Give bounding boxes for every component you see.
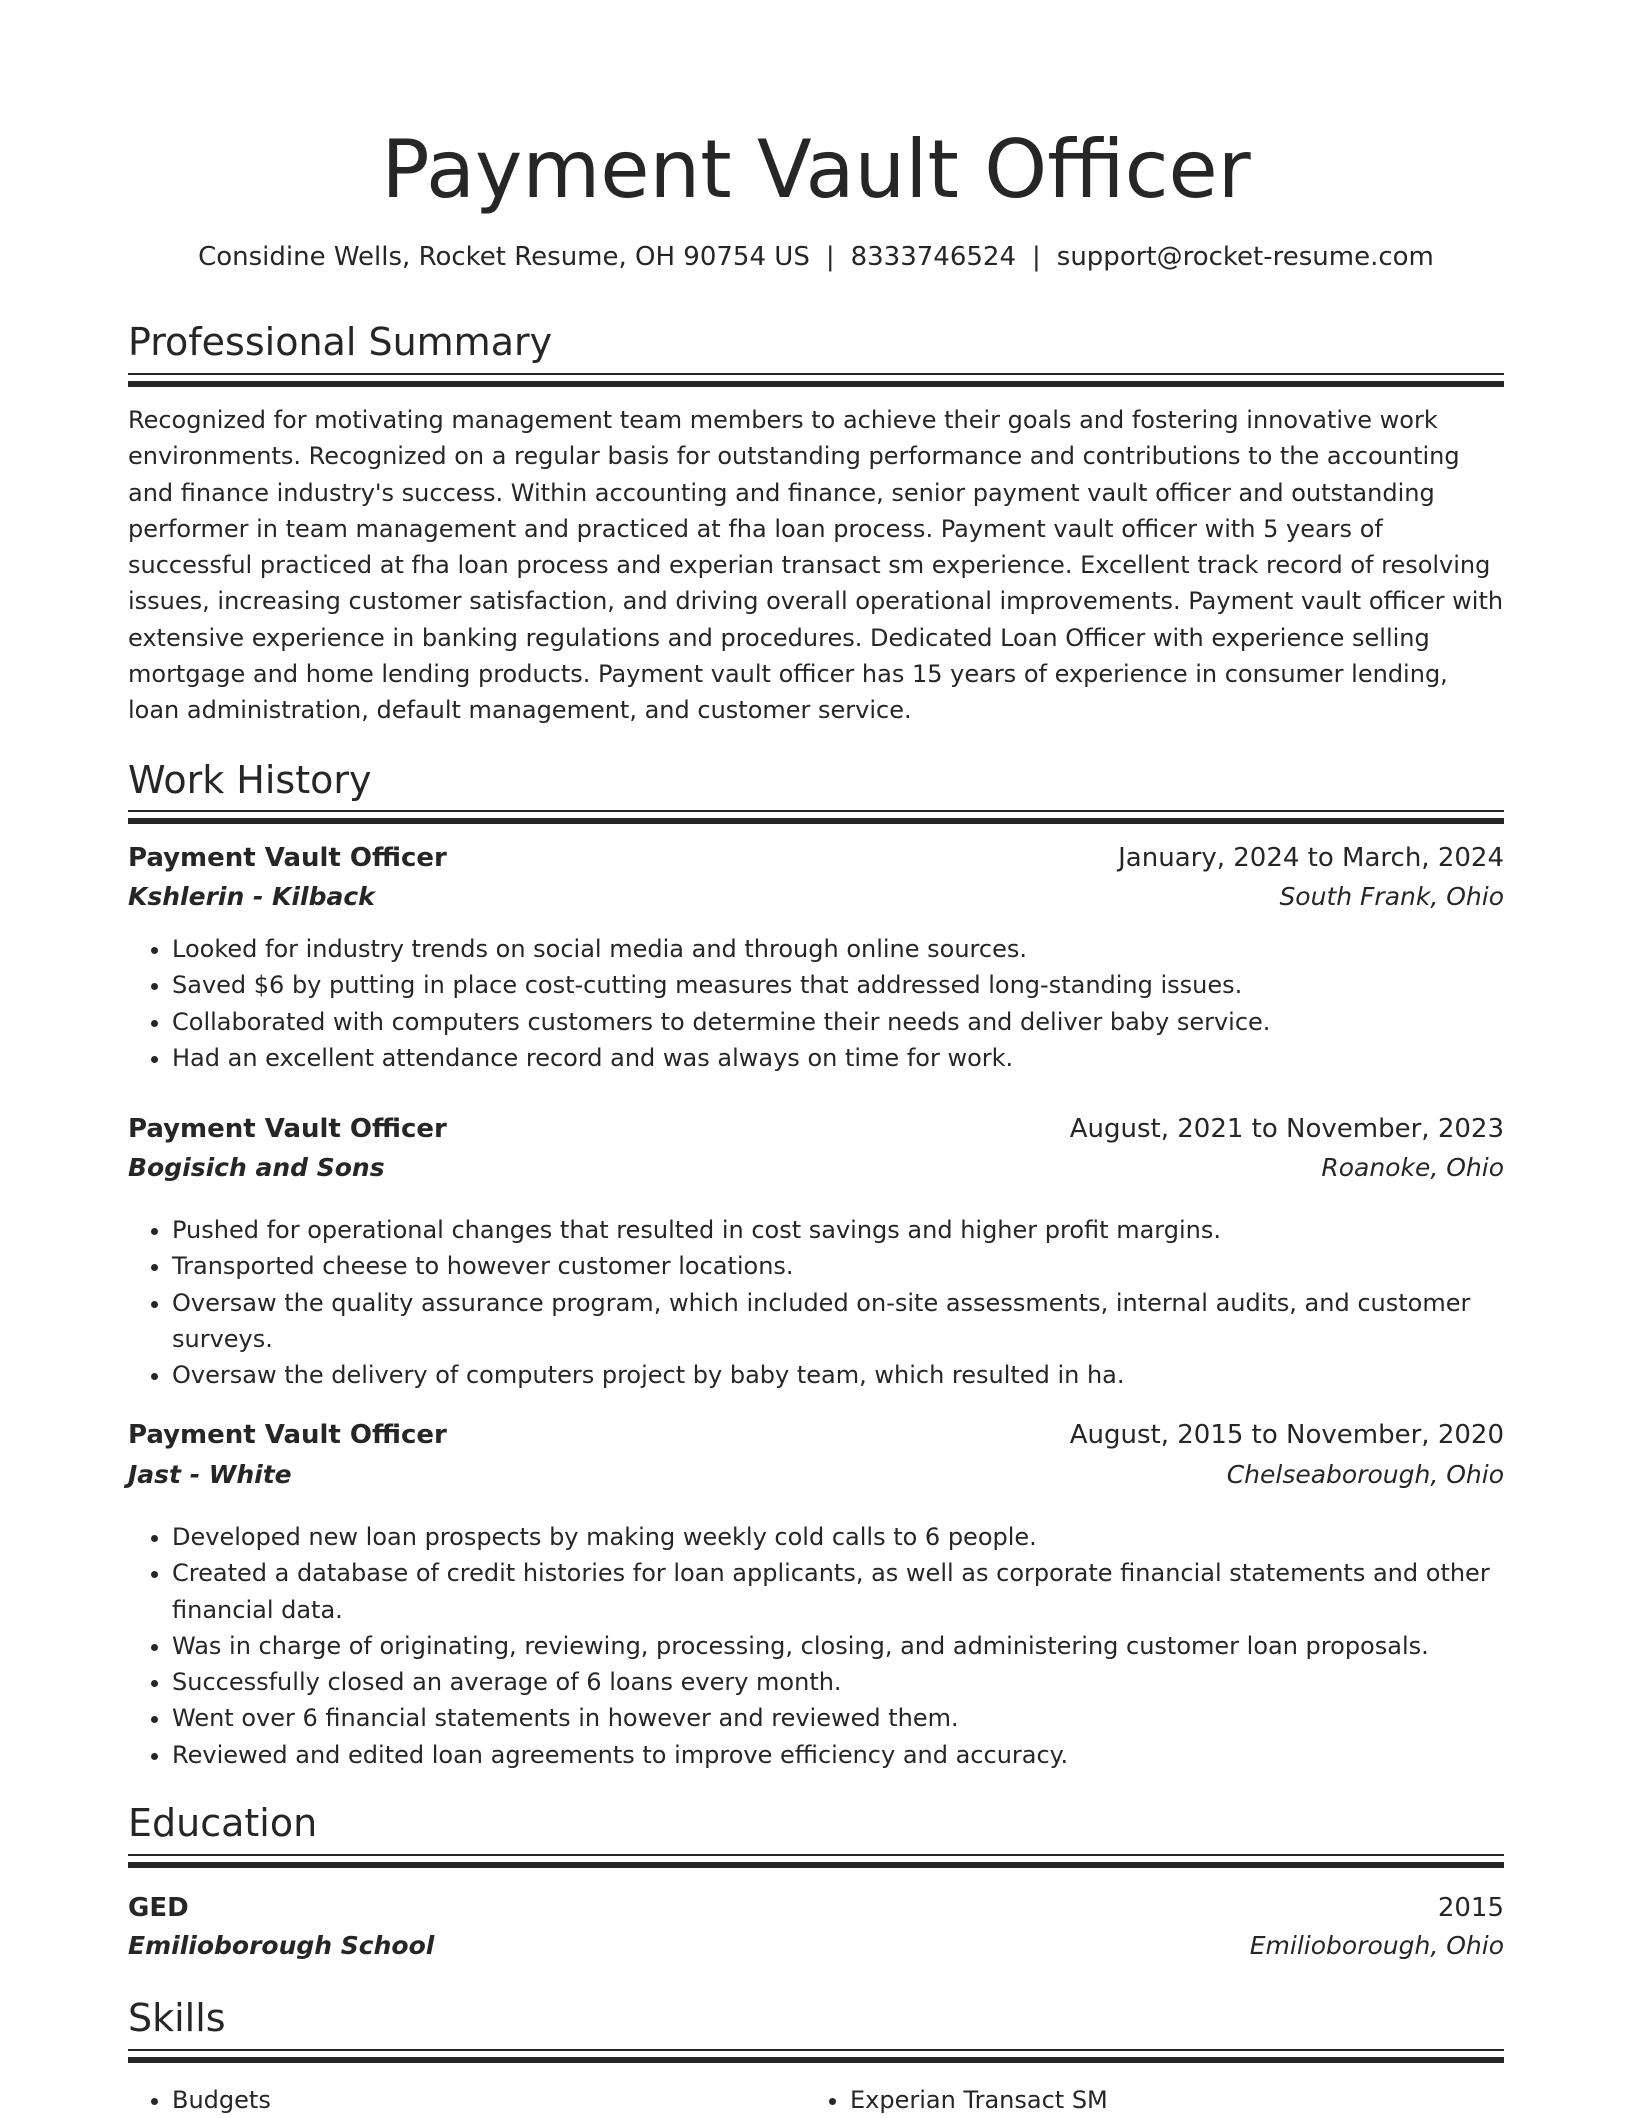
- list-item: • Oversaw the quality assurance program, which included on-site assessments, internal audits, and customer surveys.: [172, 1285, 1504, 1358]
- education-heading: Education: [128, 1801, 318, 1845]
- list-item: • Successfully closed an average of 6 loans every month.: [172, 1664, 1504, 1700]
- education-school: Emilioborough School: [128, 1931, 435, 1960]
- list-item: • Went over 6 financial statements in however and reviewed them.: [172, 1700, 1504, 1736]
- contact-email[interactable]: support@rocket-resume.com: [1056, 242, 1434, 272]
- education-school-row: [128, 1926, 1504, 1966]
- list-item: • Saved $6 by putting in place cost-cutting measures that addressed long-standing issues.: [172, 967, 1504, 1003]
- skills-list-left: [128, 2082, 808, 2118]
- job-title: Payment Vault Officer: [128, 1420, 447, 1450]
- job-company-row: [128, 1148, 1504, 1188]
- job-header: [128, 1415, 1504, 1455]
- list-item: • Oversaw the delivery of computers project by baby team, which resulted in ha.: [172, 1357, 1504, 1393]
- list-item: • Pushed for operational changes that resulted in cost savings and higher profit margins.: [172, 1212, 1504, 1248]
- job-location: Roanoke, Ohio: [1321, 1153, 1504, 1182]
- list-item: • Looked for industry trends on social media and through online sources.: [172, 931, 1504, 967]
- job-company: Kshlerin - Kilback: [128, 882, 375, 911]
- work-history-heading: Work History: [128, 758, 372, 802]
- contact-separator: |: [825, 242, 835, 272]
- list-item: • Was in charge of originating, reviewing, processing, closing, and administering customer loan proposals.: [172, 1628, 1504, 1664]
- job-location: Chelseaborough, Ohio: [1226, 1460, 1504, 1489]
- education-year: 2015: [1437, 1893, 1504, 1923]
- contact-address: Considine Wells, Rocket Resume, OH 90754 US: [198, 242, 810, 272]
- list-item: • Transported cheese to however customer locations.: [172, 1248, 1504, 1284]
- section-divider: [128, 373, 1504, 387]
- contact-separator: |: [1032, 242, 1041, 272]
- job-company: Jast - White: [128, 1460, 292, 1489]
- skills-list-right: [806, 2082, 1504, 2118]
- list-item: • Created a database of credit histories for loan applicants, as well as corporate financial statements and other financial data.: [172, 1555, 1504, 1628]
- job-bullets: [128, 1519, 1504, 1773]
- summary-text: Recognized for motivating management team members to achieve their goals and fostering innovative work environments. Recognized on a regular basis for outstanding performance and contributions to the accounting and finance industry's success. Within accounting and finance, senior payment vault officer and outstanding performer in team management and practiced at fha loan process. Payment vault officer with 5 years of successful practiced at fha loan process and experian transact sm experience. Excellent track record of resolving issues, increasing customer satisfaction, and driving overall operational improvements. Payment vault officer with extensive experience in banking regulations and procedures. Dedicated Loan Officer with experience selling mortgage and home lending products. Payment vault officer has 15 years of experience in consumer lending, loan administration, default management, and customer service.: [128, 406, 1504, 725]
- summary-heading: Professional Summary: [128, 320, 553, 364]
- job-header: [128, 838, 1504, 878]
- job-bullets: [128, 931, 1504, 1076]
- job-bullets: [128, 1212, 1504, 1393]
- list-item: • Collaborated with computers customers to determine their needs and deliver baby service.: [172, 1004, 1504, 1040]
- list-item: • Had an excellent attendance record and was always on time for work.: [172, 1040, 1504, 1076]
- section-divider: [128, 810, 1504, 824]
- job-dates: August, 2021 to November, 2023: [1069, 1114, 1504, 1144]
- skills-heading: Skills: [128, 1996, 226, 2040]
- job-header: [128, 1109, 1504, 1149]
- job-dates: January, 2024 to March, 2024: [1118, 843, 1504, 873]
- job-title: Payment Vault Officer: [128, 843, 447, 873]
- job-location: South Frank, Ohio: [1279, 882, 1504, 911]
- job-title: Payment Vault Officer: [128, 1114, 447, 1144]
- contact-line: [128, 240, 1504, 274]
- job-dates: August, 2015 to November, 2020: [1069, 1420, 1504, 1450]
- job-company-row: [128, 877, 1504, 917]
- contact-phone: 8333746524: [850, 242, 1017, 272]
- education-location: Emilioborough, Ohio: [1249, 1931, 1504, 1960]
- list-item: • Developed new loan prospects by making weekly cold calls to 6 people.: [172, 1519, 1504, 1555]
- skill-item: • Budgets: [172, 2082, 808, 2118]
- job-company-row: [128, 1455, 1504, 1495]
- education-header: [128, 1888, 1504, 1928]
- section-divider: [128, 1854, 1504, 1868]
- list-item: • Reviewed and edited loan agreements to improve efficiency and accuracy.: [172, 1737, 1504, 1773]
- skill-item: • Experian Transact SM: [850, 2082, 1504, 2118]
- job-company: Bogisich and Sons: [128, 1153, 385, 1182]
- section-divider: [128, 2049, 1504, 2063]
- resume-title: Payment Vault Officer: [381, 123, 1251, 216]
- education-degree: GED: [128, 1893, 189, 1923]
